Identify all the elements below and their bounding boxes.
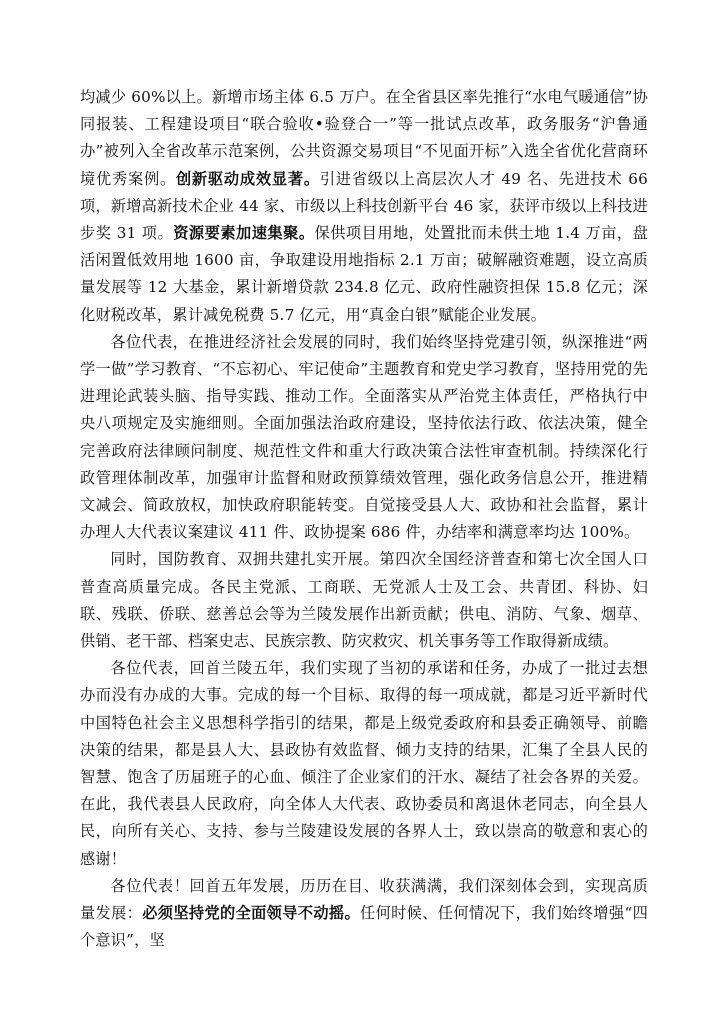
paragraph-4-text: 各位代表，回首兰陵五年，我们实现了当初的承诺和任务，办成了一批过去想办而没有办成的大事。完成的每一个目标、取得的每一项成就，都是习近平新时代中国特色社会主义思想科学指引的结果，都是上级党委政府和县委正确领导、前瞻决策的结果，都是县人大、县政协有效监督、倾力支持的结果，汇集了全县人民的智慧、饱含了历届班子的心血、倾注了企业家们的汗水、凝结了社会各界的关爱。在此，我代表县人民政府，向全体人大代表、政协委员和离退休老同志，向全县人民，向所有关心、支持、参与兰陵建设发展的各界人士，致以崇高的敬意和衷心的感谢！ (80, 659, 648, 868)
paragraph-1 (80, 84, 648, 329)
paragraph-4 (80, 655, 648, 873)
paragraph-5-heading-party-leadership: 必须坚持党的全面领导不动摇。 (142, 904, 361, 923)
paragraph-5-text-2: 任何时候、任何情况下，我们始终增强“四个意识”，坚 (80, 904, 648, 950)
paragraph-1-text-2: 引进省级以上高层次人才 49 名、先进技术 66 项，新增高新技术企业 44 家、市级以上科技创新平台 46 家，获评市级以上科技进步奖 31 项。 (80, 169, 648, 243)
paragraph-2-text: 各位代表，在推进经济社会发展的同时，我们始终坚持党建引领，纵深推进“两学一做”学习教育、“不忘初心、牢记使命”主题教育和党史学习教育，坚持用党的先进理论武装头脑、指导实践、推动工作。全面落实从严治党主体责任，严格执行中央八项规定及实施细则。全面加强法治政府建设，坚持依法行政、依法决策，健全完善政府法律顾问制度、规范性文件和重大行政决策合法性审查机制。持续深化行政管理体制改革，加强审计监督和财政预算绩效管理，强化政务信息公开，推进精文减会、简政放权，加快政府职能转变。自觉接受县人大、政协和社会监督，累计办理人大代表议案建议 411 件、政协提案 686 件，办结率和满意率均达 100%。 (80, 332, 648, 542)
paragraph-5 (80, 873, 648, 955)
paragraph-5-text-1: 各位代表！回首五年发展，历历在目、收获满满，我们深刻体会到，实现高质量发展： (80, 876, 648, 923)
document-page (80, 84, 648, 955)
paragraph-1-text-3: 保供项目用地，处置批而未供土地 1.4 万亩，盘活闲置低效用地 1600 亩，争取建设用地指标 2.1 万亩；破解融资难题，设立高质量发展等 12 大基金，累计新增贷款 234.8 亿元、政府性融资担保 15.8 亿元；深化财税改革，累计减免税费 5.7 亿元，用“真金白银”赋能企业发展。 (80, 224, 648, 324)
paragraph-1-heading-innovation: 创新驱动成效显著。 (175, 169, 320, 188)
paragraph-3 (80, 546, 648, 655)
paragraph-1-text-1: 均减少 60%以上。新增市场主体 6.5 万户。在全省县区率先推行“水电气暖通信”协同报装、工程建设项目“联合验收•验登合一”等一批试点改革，政务服务“沪鲁通办”被列入全省改革示范案例，公共资源交易项目“不见面开标”入选全省优化营商环境优秀案例。 (80, 88, 648, 188)
paragraph-2 (80, 329, 648, 547)
paragraph-1-heading-resources: 资源要素加速集聚。 (173, 224, 315, 243)
paragraph-3-text: 同时，国防教育、双拥共建扎实开展。第四次全国经济普查和第七次全国人口普查高质量完成。各民主党派、工商联、无党派人士及工会、共青团、科协、妇联、残联、侨联、慈善总会等为兰陵发展作出新贡献；供电、消防、气象、烟草、供销、老干部、档案史志、民族宗教、防灾救灾、机关事务等工作取得新成绩。 (80, 550, 648, 651)
